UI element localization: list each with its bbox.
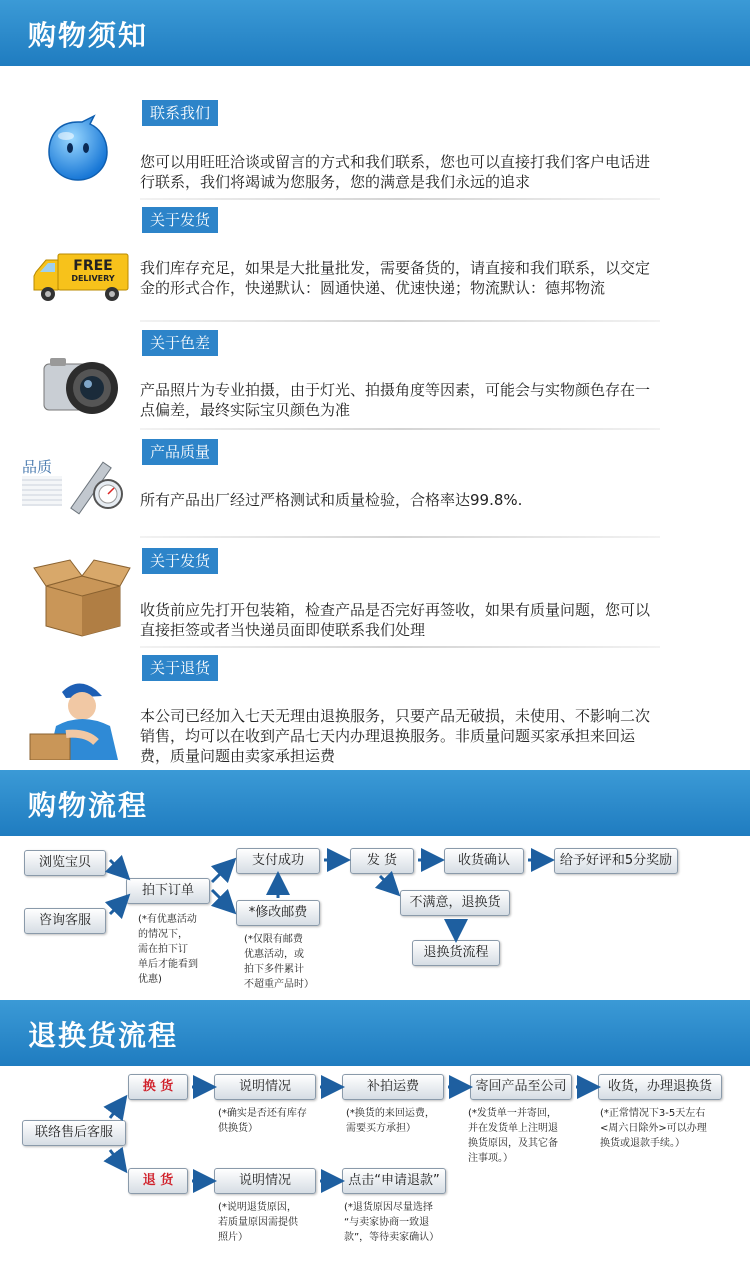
returns-heading: 关于退货 [142,655,218,681]
receive-note: (*正常情况下3-5天左右 <周六日除外>可以办理 换货或退款手续。） [600,1108,707,1149]
arrow-icon [110,860,124,874]
quality-heading: 产品质量 [142,439,218,465]
arrow-icon [110,1102,122,1118]
browse-item-box: 浏览宝贝 [24,850,106,876]
explain-situation-box: 说明情况 [214,1074,316,1100]
consult-service-box: 咨询客服 [24,908,106,934]
ship-box: 发 货 [350,848,414,874]
delivery-man-icon [26,676,136,760]
divider [140,536,660,538]
shopping-process-banner [0,770,750,836]
receiving-text: 收货前应先打开包装箱，检查产品是否完好再签收，如果有质量问题，您可以直接拒签或者当快递员面即使联系我们处理 [140,601,651,639]
payment-success-box: 支付成功 [236,848,320,874]
explain-note: (*说明退货原因， 若质量原因需提供 照片） [218,1202,298,1243]
arrow-icon [212,890,230,908]
returns-text: 本公司已经加入七天无理由退换服务，只要产品无破损，未使用、不影响二次销售，均可以在收到产品七天内办理退换服务。非质量问题买家承担来回运费，质量问题由卖家承担运费 [140,707,651,765]
divider [140,320,660,322]
truck-free-label: FREE [73,258,113,274]
delivery-truck-icon [32,252,132,306]
divider [140,646,660,648]
shipping-heading: 关于发货 [142,207,218,233]
color-diff-text: 产品照片为专业拍摄，由于灯光、拍摄角度等因素，可能会与实物颜色存在一点偏差，最终实际宝贝颜色为准 [140,381,651,419]
quality-label: 品质 [22,458,53,476]
divider [140,428,660,430]
explain-note: (*确实是否还有库存 供换货） [218,1108,307,1134]
cardboard-box-icon [32,556,132,638]
explain-situation-box: 说明情况 [214,1168,316,1194]
receive-process-box: 收货，办理退换货 [598,1074,722,1100]
quality-caliper-icon [22,454,134,518]
shopping-notice-banner [0,0,750,66]
confirm-receipt-box: 收货确认 [444,848,524,874]
review-reward-box: 给予好评和5分奖励 [554,848,678,874]
section-title: 购物须知 [28,19,149,52]
contact-after-sales-box: 联络售后客服 [22,1120,126,1146]
shipping-text: 我们库存充足，如果是大批量批发，需要备货的，请直接和我们联系，以交定金的形式合作，快递默认：圆通快递、优速快递；物流默认：德邦物流 [140,259,651,297]
process-arrows [0,836,750,966]
repay-note: (*换货的来回运费， 需要买方承担） [346,1108,435,1134]
section-title: 购物流程 [28,789,149,822]
apply-refund-box: 点击“申请退款” [342,1168,446,1194]
return-process-box: 退换货流程 [412,940,500,966]
send-back-box: 寄回产品至公司 [470,1074,572,1100]
arrow-icon [212,864,230,882]
send-back-note: (*发货单一并寄回， 并在发货单上注明退 换货原因，及其它备 注事项。） [468,1108,558,1164]
arrow-icon [110,1150,122,1166]
exchange-box: 换 货 [128,1074,188,1100]
apply-note: (*退货原因尽量选择 “与卖家协商一致退 款”，等待卖家确认） [344,1202,440,1243]
truck-delivery-label: DELIVERY [71,274,115,283]
arrow-icon [380,876,394,890]
modify-postage-box: *修改邮费 [236,900,320,926]
order-note: (*有优惠活动 的情况下， 需在拍下订 单后才能看到 优惠) [138,914,198,985]
place-order-box: 拍下订单 [126,878,210,904]
postage-note: (*仅限有邮费 优惠活动，或 拍下多件累计 不超重产品时） [244,934,314,990]
faded-text-graphic [22,476,62,506]
camera-icon [42,356,126,414]
contact-us-heading: 联系我们 [142,100,218,126]
return-process-banner [0,1000,750,1066]
repay-shipping-box: 补拍运费 [342,1074,444,1100]
unsatisfied-return-box: 不满意，退换货 [400,890,510,916]
divider [140,198,660,200]
quality-text: 所有产品出厂经过严格测试和质量检验，合格率达99.8%. [140,491,523,509]
color-diff-heading: 关于色差 [142,330,218,356]
arrow-icon [110,900,124,914]
section-title: 退换货流程 [28,1019,179,1052]
contact-us-text: 您可以用旺旺洽谈或留言的方式和我们联系，您也可以直接打我们客户电话进行联系，我们将竭诚为您服务，您的满意是我们永远的追求 [140,153,651,191]
receiving-heading: 关于发货 [142,548,218,574]
return-arrows [0,1066,750,1206]
refund-box: 退 货 [128,1168,188,1194]
chat-bubble-icon [44,114,112,184]
